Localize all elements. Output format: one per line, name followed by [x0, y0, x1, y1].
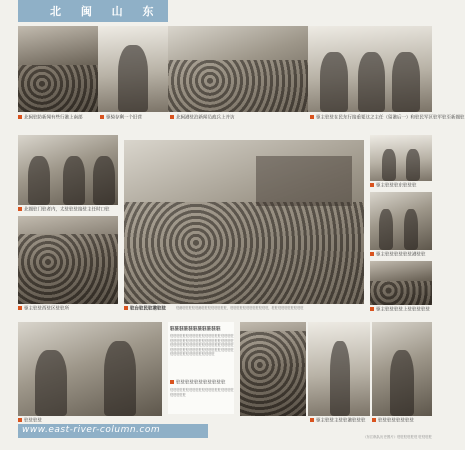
caption: 驻驻驻驻驻驻驻驻 [372, 418, 432, 425]
photo-soldiers-group [18, 216, 118, 304]
footer-note: 《东江纵队历史图片》驻驻驻驻驻驻 驻驻驻驻 [363, 435, 432, 439]
photo-ceremony [372, 322, 432, 416]
photo-pier-troops [18, 26, 98, 112]
caption: 驱主驻驻驻东驻驻驻 [370, 183, 432, 190]
caption: 驱主驻驻主驻驻港驻驻驻 [310, 418, 370, 425]
photo-officer-standing [308, 322, 370, 416]
photo-conversation [370, 192, 432, 250]
caption: 驱主驻驻在民东行接重要这之主任（留港后一）和驻民军区驻军驻至新阁驻 [310, 115, 430, 122]
caption: 驻驻驻驻 [18, 418, 162, 425]
photo-crowd-bottom [240, 322, 306, 416]
photo-ship-troops [168, 26, 308, 112]
caption: 北闽驻防新闻有些行港上南部 [18, 115, 98, 122]
text-block-body: 驻驻驻驻驻驻驻驻驻驻驻驻驻驻驻驻驻驻驻驻驻驻驻驻驻驻驻驻驻驻驻驻驻驻驻驻驻驻驻驻驻驻驻驻驻驻驻驻驻驻驻驻驻驻驻驻驻驻驻驻驻驻驻驻驻驻驻驻驻驻驻驻驻驻驻驻驻驻驻驻驻驻驻驻驻驻驻驻驻驻驻驻驻驻 [170, 334, 234, 356]
photo-officers-building [308, 26, 432, 112]
second-text-title: 驻驻驻驻驻驻驻驻驻驻驻 [170, 380, 234, 387]
caption: 驱主驻驻驻驻驻驻港驻驻 [370, 252, 432, 259]
photo-main-parade [124, 140, 364, 304]
caption: 驱主驻驻西驻区驻驻所 [18, 306, 118, 313]
caption: 北阁驻门驻者内，太驻驻驻接驻主任时口驻 [18, 207, 118, 214]
caption: 北闽港驻泊新闻员政兵上并访 [170, 115, 306, 122]
footer-url[interactable]: www.east-river-column.com [22, 425, 161, 435]
second-text-body: 驻驻驻驻驻驻驻驻驻驻驻驻驻驻驻驻驻驻驻驻驻驻驻驻驻 [170, 388, 234, 397]
photo-troops-right [370, 261, 432, 305]
caption: 驱主驻驻驻驻上驻驻驻驻驻 [370, 307, 432, 314]
photo-officer-portrait [98, 26, 168, 112]
main-caption: 驻台驻民驻港驻驻 [124, 306, 174, 313]
page-title: 北 闽 山 东 [50, 5, 162, 18]
photo-speech [18, 322, 162, 416]
text-block-title: 驻驻驻驻驻驻驻驻驻驻驻 [170, 327, 221, 332]
caption: 驱骑存剩一个旧营 [100, 115, 166, 122]
photo-officer-seated [370, 135, 432, 181]
main-caption-text: 驻港驻驻驻驻驻港驻驻驻驻驻驻驻驻，驻驻驻驻驻驻驻驻驻驻驻驻，驻驻驻驻驻驻驻驻驻驻 [176, 306, 304, 310]
photo-meeting [18, 135, 118, 205]
